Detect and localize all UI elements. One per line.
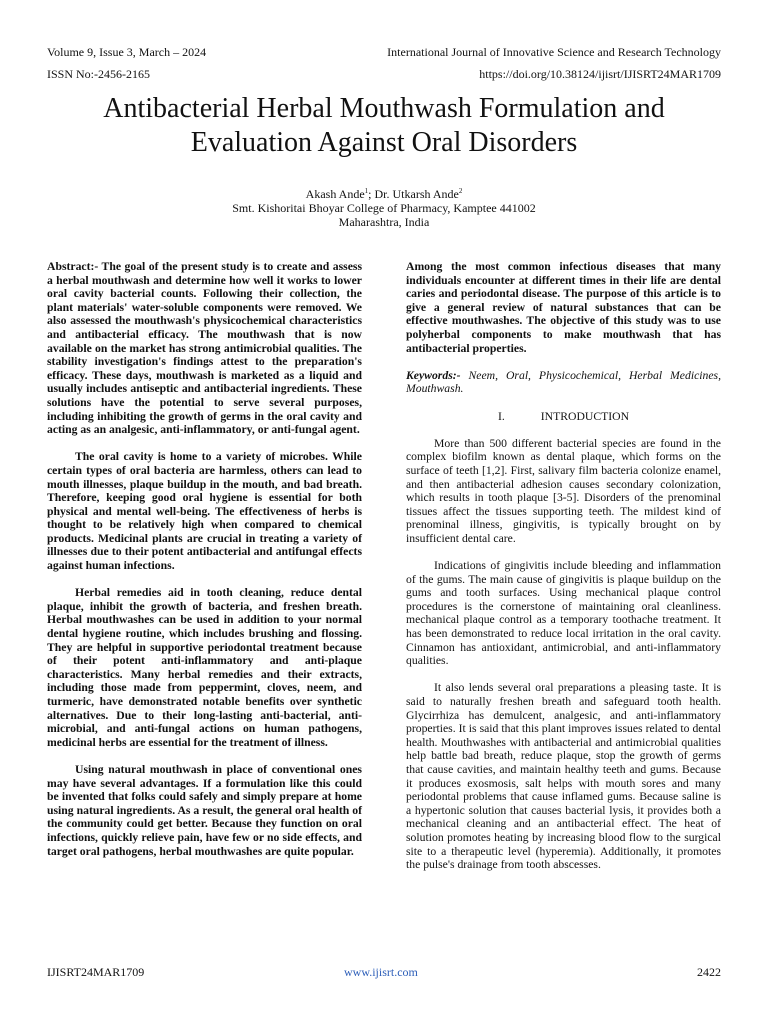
header-journal: International Journal of Innovative Science and Research Technology: [387, 45, 721, 59]
body-paragraph: More than 500 different bacterial species are found in the complex biofilm known as dental plaque, which forms on the surface of teeth [1,2]. First, salivary film bacteria colonize enamel, and then antibacterial adhesion causes secondary colonization, which results in tooth plaque [3-5]. Disorders of the prenominal tissues affect the tissues supporting teeth. The mildest kind of prenominal illness, gingivitis, is typically brought on by insufficient dental care.: [406, 436, 721, 545]
body-paragraph: Herbal remedies aid in tooth cleaning, reduce dental plaque, inhibit the growth of bacteria, and freshen breath. Herbal mouthwashes can be used in addition to your normal dental hygiene routine, which includes brushing and flossing. They are helpful in supportive periodontal treatment because of their potent anti-inflammatory and anti-plaque characteristics. Many herbal remedies and their extracts, including those made from peppermint, cloves, neem, and turmeric, have demonstrated notable benefits over synthetic alternatives. Due to their long-lasting anti-bacterial, anti-microbial, and anti-fungal actions on human pathogens, medicinal herbs are essential for the treatment of illness.: [47, 586, 362, 749]
header-volume: Volume 9, Issue 3, March – 2024: [47, 45, 207, 59]
page-number: 2422: [697, 965, 721, 979]
author-1: Akash Ande: [305, 187, 365, 201]
affiliation: Smt. Kishoritai Bhoyar College of Pharmacy, Kamptee 441002: [232, 201, 536, 215]
author-2: ; Dr. Utkarsh Ande: [368, 187, 459, 201]
footer-article-id: IJISRT24MAR1709: [47, 965, 145, 979]
abstract-paragraph: Abstract:- The goal of the present study is to create and assess a herbal mouthwash and determine how well it works to lower oral cavity bacterial counts. Following their collection, the plant materials' water-soluble components were removed. We also assessed the mouthwash's physicochemical characteristics and antibacterial efficacy. The mouthwash that is now available on the market has strong antimicrobial qualities. The stability investigation's findings attest to the preparation's efficacy. These days, mouthwash is marketed as a liquid and usually includes antiseptic and antibacterial ingredients. These solutions have the potential to serve several purposes, including inhibiting the growth of germs in the oral cavity and acting as an analgesic, anti-inflammatory, or anti-fungal agent.: [47, 260, 362, 437]
left-column: [47, 260, 362, 872]
title-line-2: Evaluation Against Oral Disorders: [190, 127, 578, 158]
affiliation-state: Maharashtra, India: [338, 215, 430, 229]
author-2-affiliation-mark: 2: [458, 187, 463, 195]
author-block: [0, 187, 768, 229]
section-number: I.: [497, 409, 505, 423]
paper-title: [40, 92, 728, 160]
author-1-affiliation-mark: 1: [364, 187, 369, 195]
author-names: [0, 187, 768, 201]
footer-website-link[interactable]: www.ijisrt.com: [344, 965, 418, 979]
right-column: [406, 260, 721, 885]
body-paragraph: It also lends several oral preparations a pleasing taste. It is said to naturally freshen breath and safeguard tooth health. Glycirrhiza has demulcent, analgesic, and anti-inflammatory properties. It is said that this plant improves issues related to dental health. Mouthwashes with antibacterial and antimicrobial qualities help battle bad breath, reduce plaque, stop the growth of germs that cause cavities, and maintain healthy teeth and gums. Because it produces exosmosis, salt helps with mouth sores and many periodontal problems that cause inflamed gums. Because saline is a hypertonic solution that causes bacterial lysis, it provides both a mechanical cleaning and an antibacterial effect. The heat of solution promotes heating by increasing blood flow to the surgical site to a therapeutic level (hyperemia). Additionally, it promotes the pulse's drainage from tooth abscesses.: [406, 681, 721, 872]
header-issn: ISSN No:-2456-2165: [47, 67, 151, 81]
body-paragraph: The oral cavity is home to a variety of microbes. While certain types of oral bacteria are harmless, others can lead to mouth illnesses, plaque buildup in the mouth, and bad breath. Therefore, keeping good oral hygiene is essential for both physical and mental well-being. The effectiveness of herbs is thought to be relatively high when compared to chemical products. Medicinal plants are crucial in treating a variety of illnesses due to their potent antibacterial and antifungal effects against human infections.: [47, 450, 362, 573]
keywords-list: Neem, Oral, Physicochemical, Herbal Medicines, Mouthwash.: [406, 368, 721, 396]
body-paragraph: Indications of gingivitis include bleeding and inflammation of the gums. The main cause of gingivitis is plaque buildup on the gums and tooth surfaces. Using mechanical plaque control procedures is the cornerstone of maintaining oral cleanliness. mechanical plaque control as a temporary toothache treatment. It has been demonstrated to reduce local irritation in the oral cavity. Cinnamon has antioxidant, antimicrobial, and anti-inflammatory qualities.: [406, 559, 721, 668]
abstract-continuation: Among the most common infectious diseases that many individuals encounter at different times in their life are dental caries and periodontal disease. The purpose of this article is to give a general review of natural substances that can be effective mouthwashes. The objective of this study was to use polyherbal components to make mouthwash that has antibacterial properties.: [406, 260, 721, 355]
header-doi[interactable]: https://doi.org/10.38124/ijisrt/IJISRT24MAR1709: [479, 67, 721, 81]
section-title: INTRODUCTION: [540, 409, 630, 423]
body-paragraph: Using natural mouthwash in place of conventional ones may have several advantages. If a formulation like this could be invented that folks could safely and simply prepare at home using natural ingredients. As a result, the general oral health of the community could get better. Because they function on oral infections, quickly relieve pain, have few or no side effects, and target oral pathogens, herbal mouthwashes are quite popular.: [47, 762, 362, 858]
title-line-1: Antibacterial Herbal Mouthwash Formulation and: [103, 93, 665, 124]
keywords-label: Keywords:-: [406, 368, 461, 382]
keywords: [406, 369, 721, 396]
section-heading: [406, 410, 721, 424]
